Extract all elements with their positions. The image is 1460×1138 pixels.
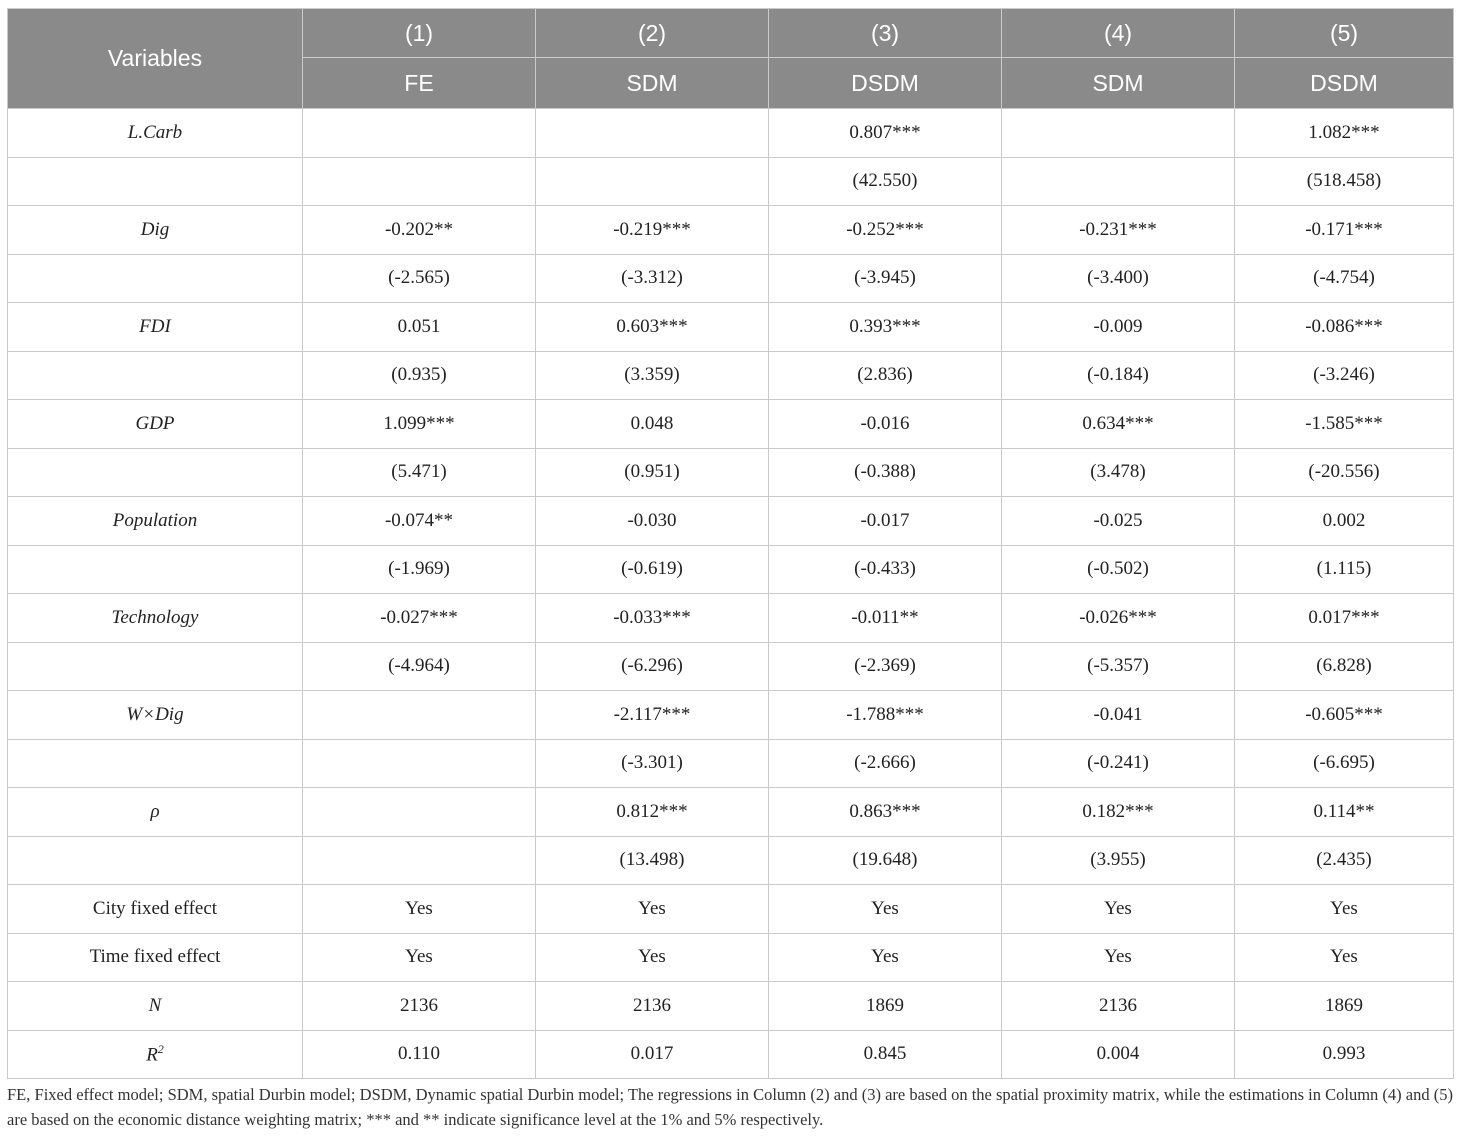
empty-variable-cell xyxy=(8,448,303,497)
variable-name: W×Dig xyxy=(8,691,303,740)
t-statistic-cell: (13.498) xyxy=(536,836,769,885)
t-statistic-cell: (518.458) xyxy=(1235,157,1454,206)
t-statistic-cell: (6.828) xyxy=(1235,642,1454,691)
column-number-5: (5) xyxy=(1235,9,1454,58)
coefficient-cell: -0.033*** xyxy=(536,594,769,643)
empty-variable-cell xyxy=(8,545,303,594)
coefficient-cell: -0.605*** xyxy=(1235,691,1454,740)
t-statistic-cell: (-0.619) xyxy=(536,545,769,594)
variable-name xyxy=(8,1030,303,1079)
t-statistic-cell: (1.115) xyxy=(1235,545,1454,594)
statistic-cell: Yes xyxy=(536,933,769,982)
t-statistic-cell: (0.935) xyxy=(303,351,536,400)
t-statistic-cell xyxy=(536,157,769,206)
empty-variable-cell xyxy=(8,157,303,206)
coefficient-cell: 0.048 xyxy=(536,400,769,449)
statistic-cell: Yes xyxy=(1235,885,1454,934)
t-statistic-cell: (-0.388) xyxy=(769,448,1002,497)
coefficient-cell: -1.788*** xyxy=(769,691,1002,740)
coefficient-cell: -2.117*** xyxy=(536,691,769,740)
variable-name: Population xyxy=(8,497,303,546)
statistic-cell: 2136 xyxy=(303,982,536,1031)
table-footnote: FE, Fixed effect model; SDM, spatial Durbin model; DSDM, Dynamic spatial Durbin model; The regressions in Column (2) and (3) are based on the spatial proximity matrix, while the estimations in Column (4) and (5) are based on the economic distance weighting matrix; *** and ** indicate significance level at the 1% and 5% respectively. xyxy=(7,1085,1453,1129)
t-statistic-cell: (-6.695) xyxy=(1235,739,1454,788)
coefficient-cell xyxy=(303,109,536,158)
table-row xyxy=(8,885,1454,934)
t-statistic-cell xyxy=(1002,157,1235,206)
table-row xyxy=(8,545,1454,594)
table-body xyxy=(8,109,1454,1079)
statistic-cell: 1869 xyxy=(1235,982,1454,1031)
coefficient-cell: 0.182*** xyxy=(1002,788,1235,837)
coefficient-cell: -0.041 xyxy=(1002,691,1235,740)
table-row xyxy=(8,400,1454,449)
t-statistic-cell: (-3.246) xyxy=(1235,351,1454,400)
t-statistic-cell: (-0.502) xyxy=(1002,545,1235,594)
empty-variable-cell xyxy=(8,254,303,303)
variable-name: FDI xyxy=(8,303,303,352)
table-row xyxy=(8,109,1454,158)
t-statistic-cell xyxy=(303,739,536,788)
statistic-cell: 1869 xyxy=(769,982,1002,1031)
variable-name: N xyxy=(8,982,303,1031)
table-row xyxy=(8,448,1454,497)
t-statistic-cell: (-4.964) xyxy=(303,642,536,691)
table-row xyxy=(8,351,1454,400)
column-number-2: (2) xyxy=(536,9,769,58)
t-statistic-cell: (0.951) xyxy=(536,448,769,497)
t-statistic-cell: (42.550) xyxy=(769,157,1002,206)
r-squared-base: R xyxy=(146,1044,158,1066)
variable-name: GDP xyxy=(8,400,303,449)
variable-name: City fixed effect xyxy=(8,885,303,934)
empty-variable-cell xyxy=(8,642,303,691)
statistic-cell: Yes xyxy=(769,933,1002,982)
statistic-cell: 0.845 xyxy=(769,1030,1002,1079)
table-row xyxy=(8,206,1454,255)
coefficient-cell: 0.603*** xyxy=(536,303,769,352)
t-statistic-cell: (-5.357) xyxy=(1002,642,1235,691)
t-statistic-cell: (-3.945) xyxy=(769,254,1002,303)
statistic-cell: Yes xyxy=(1002,885,1235,934)
coefficient-cell: 0.807*** xyxy=(769,109,1002,158)
column-model-4: SDM xyxy=(1002,58,1235,109)
table-row xyxy=(8,254,1454,303)
empty-variable-cell xyxy=(8,836,303,885)
t-statistic-cell: (2.435) xyxy=(1235,836,1454,885)
column-model-3: DSDM xyxy=(769,58,1002,109)
t-statistic-cell: (-3.312) xyxy=(536,254,769,303)
coefficient-cell: -0.086*** xyxy=(1235,303,1454,352)
t-statistic-cell: (-0.433) xyxy=(769,545,1002,594)
coefficient-cell: 0.393*** xyxy=(769,303,1002,352)
table-row xyxy=(8,691,1454,740)
statistic-cell: Yes xyxy=(303,885,536,934)
t-statistic-cell: (-2.369) xyxy=(769,642,1002,691)
empty-variable-cell xyxy=(8,351,303,400)
coefficient-cell: 0.812*** xyxy=(536,788,769,837)
coefficient-cell: 1.082*** xyxy=(1235,109,1454,158)
t-statistic-cell: (5.471) xyxy=(303,448,536,497)
statistic-cell: 0.993 xyxy=(1235,1030,1454,1079)
regression-table xyxy=(7,8,1454,1079)
coefficient-cell: -0.231*** xyxy=(1002,206,1235,255)
coefficient-cell: -0.202** xyxy=(303,206,536,255)
column-model-2: SDM xyxy=(536,58,769,109)
table-row xyxy=(8,642,1454,691)
coefficient-cell: 0.863*** xyxy=(769,788,1002,837)
coefficient-cell: -0.027*** xyxy=(303,594,536,643)
variable-name: L.Carb xyxy=(8,109,303,158)
statistic-cell: Yes xyxy=(303,933,536,982)
coefficient-cell: 0.114** xyxy=(1235,788,1454,837)
coefficient-cell: -0.171*** xyxy=(1235,206,1454,255)
coefficient-cell: 0.051 xyxy=(303,303,536,352)
statistic-cell: 0.017 xyxy=(536,1030,769,1079)
table-row xyxy=(8,157,1454,206)
table-row xyxy=(8,933,1454,982)
t-statistic-cell: (-0.184) xyxy=(1002,351,1235,400)
t-statistic-cell: (-3.301) xyxy=(536,739,769,788)
t-statistic-cell: (-20.556) xyxy=(1235,448,1454,497)
coefficient-cell: -0.074** xyxy=(303,497,536,546)
coefficient-cell: -0.030 xyxy=(536,497,769,546)
coefficient-cell xyxy=(303,691,536,740)
coefficient-cell xyxy=(303,788,536,837)
coefficient-cell: 0.002 xyxy=(1235,497,1454,546)
table-row xyxy=(8,594,1454,643)
coefficient-cell: -0.219*** xyxy=(536,206,769,255)
statistic-cell: Yes xyxy=(1235,933,1454,982)
coefficient-cell: -0.009 xyxy=(1002,303,1235,352)
statistic-cell: 2136 xyxy=(536,982,769,1031)
t-statistic-cell: (-6.296) xyxy=(536,642,769,691)
t-statistic-cell: (-0.241) xyxy=(1002,739,1235,788)
statistic-cell: Yes xyxy=(1002,933,1235,982)
t-statistic-cell: (-2.666) xyxy=(769,739,1002,788)
table-row xyxy=(8,497,1454,546)
coefficient-cell: -0.017 xyxy=(769,497,1002,546)
table-row xyxy=(8,739,1454,788)
coefficient-cell xyxy=(536,109,769,158)
t-statistic-cell: (-3.400) xyxy=(1002,254,1235,303)
t-statistic-cell: (3.478) xyxy=(1002,448,1235,497)
coefficient-cell: -0.252*** xyxy=(769,206,1002,255)
t-statistic-cell: (2.836) xyxy=(769,351,1002,400)
column-number-4: (4) xyxy=(1002,9,1235,58)
table-row xyxy=(8,1030,1454,1079)
table-row xyxy=(8,836,1454,885)
column-model-1: FE xyxy=(303,58,536,109)
t-statistic-cell: (-2.565) xyxy=(303,254,536,303)
t-statistic-cell xyxy=(303,836,536,885)
column-model-5: DSDM xyxy=(1235,58,1454,109)
coefficient-cell: -0.025 xyxy=(1002,497,1235,546)
table-row xyxy=(8,788,1454,837)
coefficient-cell: 1.099*** xyxy=(303,400,536,449)
variable-name: Technology xyxy=(8,594,303,643)
coefficient-cell: -0.026*** xyxy=(1002,594,1235,643)
statistic-cell: 0.004 xyxy=(1002,1030,1235,1079)
statistic-cell: Yes xyxy=(536,885,769,934)
column-number-1: (1) xyxy=(303,9,536,58)
t-statistic-cell: (-1.969) xyxy=(303,545,536,594)
empty-variable-cell xyxy=(8,739,303,788)
coefficient-cell: -1.585*** xyxy=(1235,400,1454,449)
statistic-cell: 0.110 xyxy=(303,1030,536,1079)
variable-name: ρ xyxy=(8,788,303,837)
coefficient-cell: -0.016 xyxy=(769,400,1002,449)
statistic-cell: 2136 xyxy=(1002,982,1235,1031)
coefficient-cell: -0.011** xyxy=(769,594,1002,643)
t-statistic-cell: (3.955) xyxy=(1002,836,1235,885)
table-header xyxy=(8,9,1454,109)
coefficient-cell: 0.017*** xyxy=(1235,594,1454,643)
variable-name: Dig xyxy=(8,206,303,255)
table-row xyxy=(8,982,1454,1031)
variables-header: Variables xyxy=(8,9,303,109)
t-statistic-cell: (19.648) xyxy=(769,836,1002,885)
table-row xyxy=(8,303,1454,352)
r-squared-superscript: 2 xyxy=(157,1042,164,1057)
column-number-3: (3) xyxy=(769,9,1002,58)
statistic-cell: Yes xyxy=(769,885,1002,934)
t-statistic-cell: (-4.754) xyxy=(1235,254,1454,303)
coefficient-cell xyxy=(1002,109,1235,158)
t-statistic-cell xyxy=(303,157,536,206)
coefficient-cell: 0.634*** xyxy=(1002,400,1235,449)
t-statistic-cell: (3.359) xyxy=(536,351,769,400)
variable-name: Time fixed effect xyxy=(8,933,303,982)
